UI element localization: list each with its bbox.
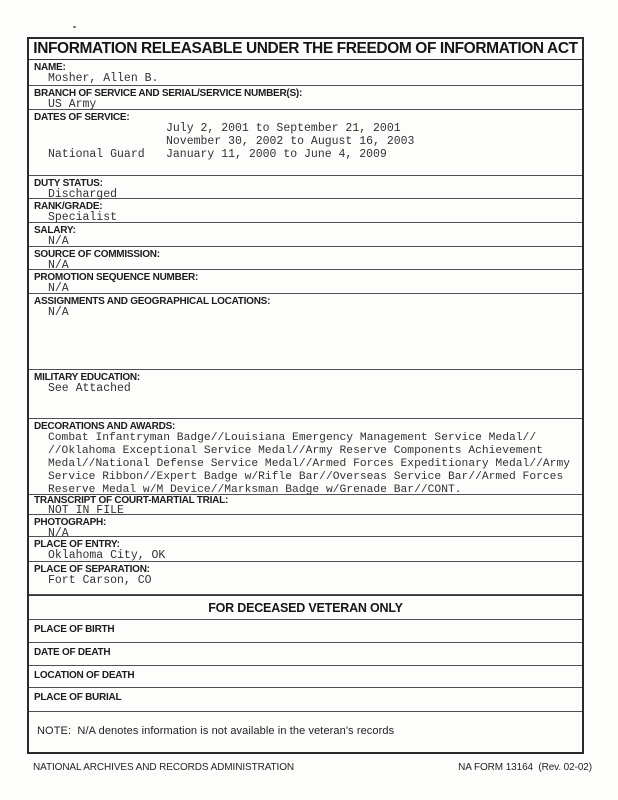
field-row-branch-of-service bbox=[29, 86, 582, 110]
field-row-source-of-commission bbox=[29, 247, 582, 270]
field-row-duty-status bbox=[29, 176, 582, 199]
field-row-place-of-entry bbox=[29, 537, 582, 562]
field-row-place-of-separation bbox=[29, 562, 582, 595]
field-label-decorations-awards: DECORATIONS AND AWARDS: bbox=[34, 421, 176, 432]
field-row-date-of-death bbox=[29, 643, 582, 666]
footer-agency-name: NATIONAL ARCHIVES AND RECORDS ADMINISTRATION bbox=[33, 762, 295, 773]
field-value-place-of-separation: Fort Carson, CO bbox=[48, 574, 152, 587]
service-period-dates: January 11, 2000 to June 4, 2009 bbox=[166, 147, 387, 161]
field-value-rank-grade: Specialist bbox=[48, 211, 118, 224]
field-value-promotion-sequence-number: N/A bbox=[48, 282, 69, 295]
field-label-place-of-burial: PLACE OF BURIAL bbox=[34, 692, 122, 703]
service-component: National Guard bbox=[48, 147, 145, 161]
form-title: INFORMATION RELEASABLE UNDER THE FREEDOM OF INFORMATION ACT bbox=[29, 39, 582, 60]
field-label-branch-of-service: BRANCH OF SERVICE AND SERIAL/SERVICE NUMBER(S): bbox=[34, 88, 303, 99]
decorations-line: Medal//National Defense Service Medal//Armed Forces Expeditionary Medal//Army bbox=[48, 457, 571, 470]
field-value-salary: N/A bbox=[48, 235, 69, 248]
field-label-place-of-birth: PLACE OF BIRTH bbox=[34, 624, 115, 635]
field-value-photograph: N/A bbox=[48, 527, 69, 540]
service-period-line bbox=[48, 149, 582, 162]
decorations-text bbox=[29, 432, 582, 495]
field-row-salary bbox=[29, 223, 582, 247]
service-period-dates: July 2, 2001 to September 21, 2001 bbox=[166, 122, 401, 135]
decorations-line: Reserve Medal w/M Device//Marksman Badge w/Grenade Bar//CONT. bbox=[48, 483, 462, 495]
field-row-dates-of-service bbox=[29, 110, 582, 176]
field-label-place-of-separation: PLACE OF SEPARATION: bbox=[34, 564, 150, 575]
decorations-line: Service Ribbon//Expert Badge w/Rifle Bar//Overseas Service Bar//Armed Forces bbox=[48, 470, 564, 483]
field-label-location-of-death: LOCATION OF DEATH bbox=[34, 670, 135, 681]
field-label-military-education: MILITARY EDUCATION: bbox=[34, 372, 140, 383]
service-component bbox=[48, 136, 166, 149]
service-component bbox=[48, 123, 166, 136]
field-row-place-of-burial bbox=[29, 688, 582, 712]
field-row-location-of-death bbox=[29, 666, 582, 688]
field-label-duty-status: DUTY STATUS: bbox=[34, 178, 103, 189]
foia-release-form bbox=[27, 37, 584, 754]
field-label-dates-of-service: DATES OF SERVICE: bbox=[34, 112, 130, 123]
deceased-section-header: FOR DECEASED VETERAN ONLY bbox=[29, 595, 582, 620]
field-value-source-of-commission: N/A bbox=[48, 259, 69, 272]
service-period-dates: November 30, 2002 to August 16, 2003 bbox=[166, 134, 415, 148]
field-row-promotion-sequence-number bbox=[29, 270, 582, 294]
field-value-duty-status: Discharged bbox=[48, 188, 118, 201]
service-period-line bbox=[48, 136, 582, 149]
field-label-source-of-commission: SOURCE OF COMMISSION: bbox=[34, 249, 160, 260]
decorations-line: Combat Infantryman Badge//Louisiana Emergency Management Service Medal// bbox=[48, 432, 537, 444]
field-label-promotion-sequence-number: PROMOTION SEQUENCE NUMBER: bbox=[34, 272, 199, 283]
field-value-branch-of-service: US Army bbox=[48, 98, 97, 111]
field-value-name: Mosher, Allen B. bbox=[48, 72, 159, 85]
field-row-rank-grade bbox=[29, 199, 582, 223]
field-label-date-of-death: DATE OF DEATH bbox=[34, 647, 111, 658]
field-value-military-education: See Attached bbox=[48, 382, 131, 395]
field-row-name bbox=[29, 60, 582, 86]
scan-artifact-dot bbox=[73, 26, 76, 28]
field-label-place-of-entry: PLACE OF ENTRY: bbox=[34, 539, 120, 550]
field-row-military-education bbox=[29, 370, 582, 419]
field-row-place-of-birth bbox=[29, 620, 582, 643]
footer-form-number: NA FORM 13164 (Rev. 02-02) bbox=[458, 762, 592, 773]
field-label-rank-grade: RANK/GRADE: bbox=[34, 201, 103, 212]
decorations-line: //Oklahoma Exceptional Service Medal//Army Reserve Components Achievement bbox=[48, 444, 543, 457]
field-label-name: NAME: bbox=[34, 62, 66, 73]
form-footer bbox=[33, 762, 592, 773]
field-label-court-martial-transcript: TRANSCRIPT OF COURT-MARTIAL TRIAL: bbox=[34, 495, 229, 506]
field-value-court-martial-transcript: NOT IN FILE bbox=[48, 504, 124, 515]
field-value-place-of-entry: Oklahoma City, OK bbox=[48, 549, 166, 562]
field-value-assignments-locations: N/A bbox=[48, 306, 69, 319]
field-row-decorations-awards bbox=[29, 419, 582, 495]
field-label-salary: SALARY: bbox=[34, 225, 76, 236]
field-label-assignments-locations: ASSIGNMENTS AND GEOGRAPHICAL LOCATIONS: bbox=[34, 296, 271, 307]
field-row-court-martial-transcript bbox=[29, 495, 582, 515]
service-period-line bbox=[48, 123, 582, 136]
form-note: NOTE: N/A denotes information is not available in the veteran's records bbox=[37, 725, 395, 737]
field-label-photograph: PHOTOGRAPH: bbox=[34, 517, 107, 528]
field-row-photograph bbox=[29, 515, 582, 540]
field-row-assignments-locations bbox=[29, 294, 582, 370]
